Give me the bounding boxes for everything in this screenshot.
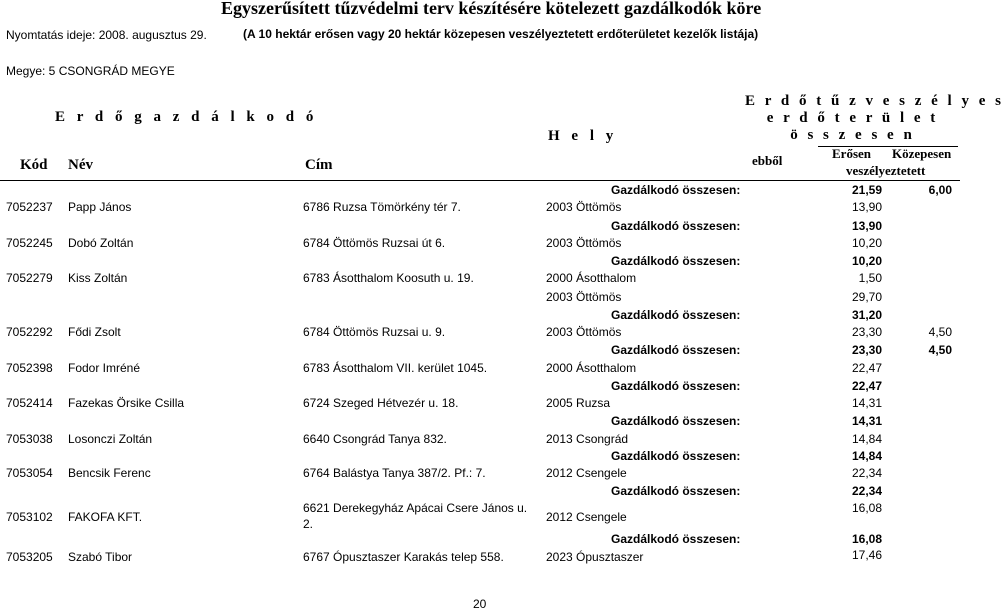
place-erosen: 1,50: [858, 271, 882, 285]
total-erosen: 31,20: [851, 308, 882, 322]
owner-group-header: E r d ő g a z d á l k o d ó: [55, 109, 318, 125]
column-header-erosen: Erősen: [832, 146, 871, 161]
place-erosen: 10,20: [851, 236, 882, 250]
area-group-header-1: E r d ő t ű z v e s z é l y e s: [745, 93, 1004, 109]
place-hely: 2005 Ruzsa: [546, 396, 611, 410]
owner-nev: Fődi Zsolt: [68, 325, 121, 339]
owner-nev: Bencsik Ferenc: [68, 466, 151, 480]
owner-kod: 7052279: [6, 271, 53, 285]
owner-cim: 6767 Ópusztaszer Karakás telep 558.: [303, 550, 504, 564]
total-erosen: 14,31: [851, 414, 882, 428]
owner-kod: 7053205: [6, 550, 53, 564]
total-label: Gazdálkodó összesen:: [611, 484, 741, 498]
owner-nev: Fodor Imréné: [68, 361, 141, 375]
owner-nev: Losonczi Zoltán: [68, 432, 153, 446]
place-hely: 2013 Csongrád: [546, 432, 629, 446]
place-erosen: 16,08: [851, 501, 882, 515]
place-hely: 2023 Ópusztaszer: [546, 550, 644, 564]
place-erosen: 23,30: [851, 325, 882, 339]
owner-kod: 7052414: [6, 396, 53, 410]
page-subtitle: (A 10 hektár erősen vagy 20 hektár közepesen veszélyeztetett erdőterületet kezelők listája): [243, 27, 759, 41]
place-hely: 2003 Öttömös: [546, 325, 622, 339]
place-kozepesen: 4,50: [928, 325, 952, 339]
place-erosen: 13,90: [851, 200, 882, 214]
owner-nev: Dobó Zoltán: [68, 236, 134, 250]
header-bottom-rule: [0, 180, 960, 181]
place-hely: 2003 Öttömös: [546, 290, 622, 304]
column-header-ebbol: ebből: [752, 153, 783, 168]
total-label: Gazdálkodó összesen:: [611, 183, 741, 197]
total-label: Gazdálkodó összesen:: [611, 308, 741, 322]
owner-cim: 6783 Ásotthalom Koosuth u. 19.: [303, 271, 474, 285]
owner-kod: 7053038: [6, 432, 53, 446]
area-group-header-2: e r d ő t e r ü l e t: [766, 110, 939, 126]
page-title: Egyszerűsített tűzvédelmi terv készítésére kötelezett gazdálkodók köre: [221, 0, 762, 18]
total-erosen: 16,08: [851, 532, 882, 546]
print-date: Nyomtatás ideje: 2008. augusztus 29.: [6, 28, 207, 42]
column-header-cim: Cím: [305, 157, 333, 173]
column-header-kod: Kód: [20, 157, 48, 173]
total-label: Gazdálkodó összesen:: [611, 414, 741, 428]
place-erosen: 29,70: [851, 290, 882, 304]
owner-cim: 6724 Szeged Hétvezér u. 18.: [303, 396, 459, 410]
owner-cim-line-2: 2.: [303, 517, 314, 531]
total-label: Gazdálkodó összesen:: [611, 532, 741, 546]
owner-nev: Szabó Tibor: [68, 550, 133, 564]
owner-kod: 7053102: [6, 510, 53, 524]
county-label: Megye: 5 CSONGRÁD MEGYE: [6, 64, 175, 78]
place-erosen: 22,34: [851, 466, 882, 480]
place-hely: 2012 Csengele: [546, 466, 627, 480]
area-group-header-3: ö s s z e s e n: [790, 127, 915, 143]
total-erosen: 23,30: [851, 343, 882, 357]
page-number: 20: [473, 597, 487, 611]
owner-cim: 6764 Balástya Tanya 387/2. Pf.: 7.: [303, 466, 486, 480]
place-erosen: 17,46: [851, 548, 882, 562]
place-hely: 2003 Öttömös: [546, 200, 622, 214]
total-erosen: 13,90: [851, 219, 882, 233]
owner-kod: 7052237: [6, 200, 53, 214]
place-hely: 2000 Ásotthalom: [546, 361, 637, 375]
total-label: Gazdálkodó összesen:: [611, 343, 741, 357]
total-kozepesen: 6,00: [928, 183, 952, 197]
owner-nev: Kiss Zoltán: [68, 271, 128, 285]
column-header-kozepesen: Közepesen: [892, 146, 952, 161]
owner-cim-line-1: 6621 Derekegyház Apácai Csere János u.: [303, 501, 528, 515]
place-hely: 2000 Ásotthalom: [546, 271, 637, 285]
total-erosen: 21,59: [851, 183, 882, 197]
total-label: Gazdálkodó összesen:: [611, 219, 741, 233]
total-erosen: 22,34: [851, 484, 882, 498]
owner-kod: 7052245: [6, 236, 53, 250]
owner-cim: 6783 Ásotthalom VII. kerület 1045.: [303, 361, 488, 375]
owner-cim: 6640 Csongrád Tanya 832.: [303, 432, 447, 446]
total-label: Gazdálkodó összesen:: [611, 449, 741, 463]
owner-cim: 6784 Öttömös Ruzsai út 6.: [303, 236, 446, 250]
total-erosen: 22,47: [851, 379, 882, 393]
owner-kod: 7052398: [6, 361, 53, 375]
total-label: Gazdálkodó összesen:: [611, 379, 741, 393]
owner-kod: 7053054: [6, 466, 53, 480]
total-erosen: 14,84: [851, 449, 882, 463]
total-erosen: 10,20: [851, 254, 882, 268]
owner-nev: Papp János: [68, 200, 132, 214]
place-hely: 2003 Öttömös: [546, 236, 622, 250]
owner-nev: FAKOFA KFT.: [68, 510, 143, 524]
place-hely: 2012 Csengele: [546, 510, 627, 524]
column-header-nev: Név: [68, 157, 93, 173]
owner-cim: 6784 Öttömös Ruzsai u. 9.: [303, 325, 446, 339]
column-header-hely: H e l y: [548, 128, 618, 144]
owner-kod: 7052292: [6, 325, 53, 339]
total-label: Gazdálkodó összesen:: [611, 254, 741, 268]
place-erosen: 14,84: [851, 432, 882, 446]
place-erosen: 14,31: [851, 396, 882, 410]
owner-nev: Fazekas Örsike Csilla: [68, 396, 185, 410]
column-header-veszelyeztetett: veszélyeztetett: [846, 163, 926, 178]
owner-cim: 6786 Ruzsa Tömörkény tér 7.: [303, 200, 461, 214]
total-kozepesen: 4,50: [928, 343, 952, 357]
place-erosen: 22,47: [851, 361, 882, 375]
